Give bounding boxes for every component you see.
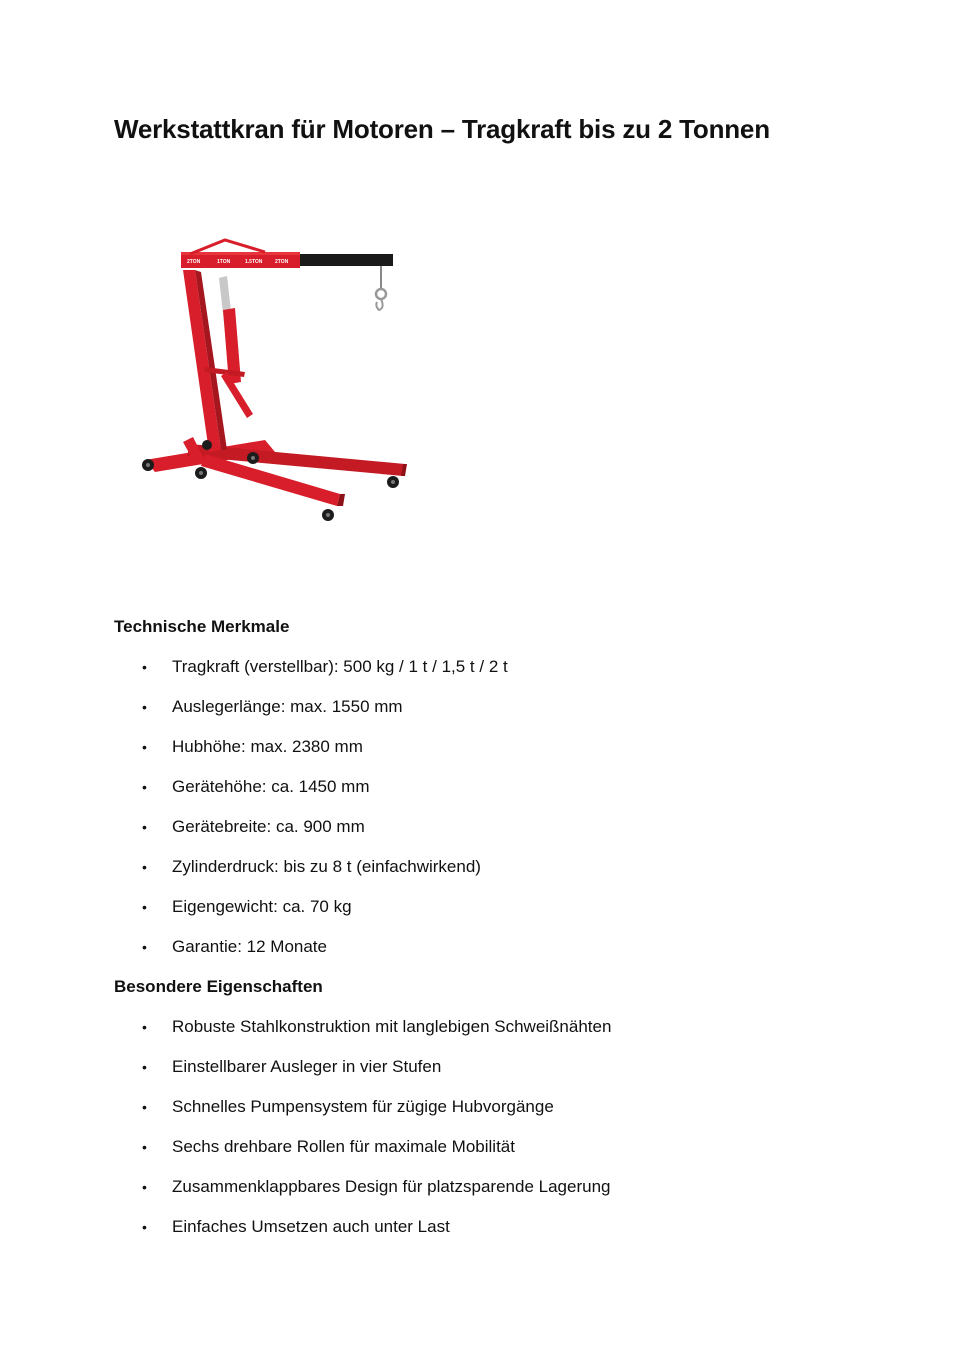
list-item: • Eigengewicht: ca. 70 kg [142, 897, 352, 916]
page-title: Werkstattkran für Motoren – Tragkraft bis zu 2 Tonnen [114, 114, 770, 144]
engine-crane-image [135, 232, 415, 527]
list-item: • Auslegerlänge: max. 1550 mm [142, 697, 403, 716]
list-item: • Garantie: 12 Monate [142, 937, 327, 956]
list-item: • Zusammenklappbares Design für platzsparende Lagerung [142, 1177, 611, 1196]
list-item: • Schnelles Pumpensystem für zügige Hubvorgänge [142, 1097, 554, 1116]
list-item: • Gerätebreite: ca. 900 mm [142, 817, 365, 836]
boom-label: 2TON [187, 259, 201, 265]
list-item: • Hubhöhe: max. 2380 mm [142, 737, 363, 756]
list-item: • Gerätehöhe: ca. 1450 mm [142, 777, 370, 796]
section-heading: Besondere Eigenschaften [114, 977, 323, 996]
boom-label: 2TON [275, 259, 289, 265]
boom-label: 1TON [217, 259, 231, 265]
list-item: • Einfaches Umsetzen auch unter Last [142, 1217, 450, 1236]
list-item: • Sechs drehbare Rollen für maximale Mobilität [142, 1137, 515, 1156]
spec-list [114, 656, 508, 976]
list-item: • Zylinderdruck: bis zu 8 t (einfachwirkend) [142, 857, 481, 876]
list-item: • Tragkraft (verstellbar): 500 kg / 1 t / 1,5 t / 2 t [142, 657, 508, 676]
section-heading: Technische Merkmale [114, 617, 290, 636]
boom-label: 1.5TON [245, 259, 263, 265]
list-item: • Einstellbarer Ausleger in vier Stufen [142, 1057, 442, 1076]
feature-list [114, 1016, 611, 1256]
list-item: • Robuste Stahlkonstruktion mit langlebigen Schweißnähten [142, 1017, 612, 1036]
